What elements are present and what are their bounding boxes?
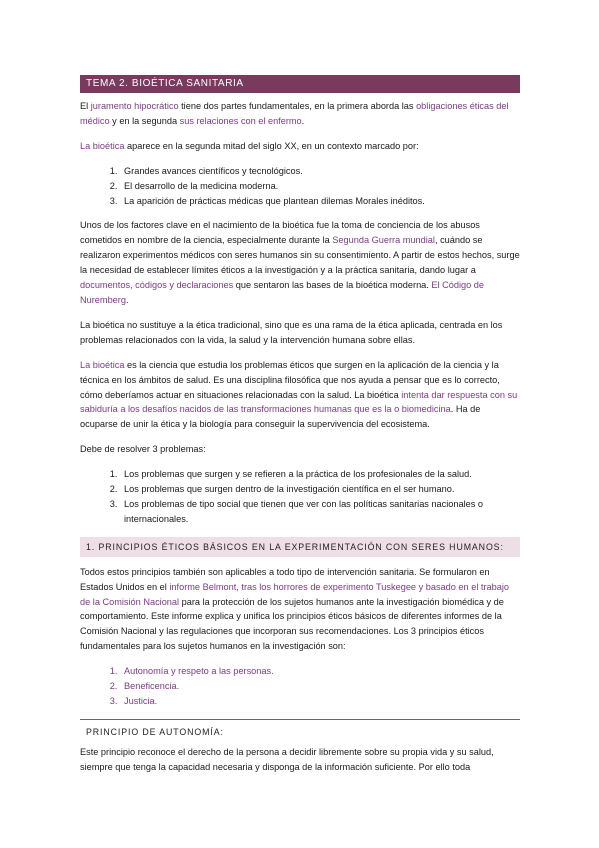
problems-list <box>80 467 520 527</box>
text-run: . <box>125 294 129 305</box>
highlight-term: obligaciones éticas del médico <box>80 101 509 126</box>
text-run: es la ciencia que estudia los problemas éticos que surgen en la aplicación de la ciencia y la técnica en los ámbitos de salud. Es una disciplina filosófica que nos ayuda a pensar que es lo correcto, cómo deberíamos actuar en situaciones relacionadas con la salud. La bioética <box>80 359 500 400</box>
page-title: TEMA 2. BIOÉTICA SANITARIA <box>80 75 520 93</box>
text-run: . Ha de ocuparse de unir la ética y la biología para conseguir la supervivencia del ecosistema. <box>80 404 481 430</box>
highlight-term: intenta dar respuesta con su sabiduría a los desafíos nacidos de las transformaciones humanas que es la o biomedicina <box>80 389 518 415</box>
paragraph-bioethics-definition <box>80 358 520 433</box>
paragraph-hippocratic-oath <box>80 99 520 129</box>
principles-list <box>80 664 520 709</box>
text-run: , cuándo se realizaron experimentos médicos con seres humanos sin su consentimiento. A partir de estos hechos, surge la necesidad de establecer límites éticos a la investigación y a la práctica sanitaria, dando lugar a <box>80 235 520 276</box>
highlight-term: documentos, códigos y declaraciones <box>80 280 234 291</box>
text-run: que sentaron las bases de la bioética moderna. <box>233 280 432 291</box>
list-item: 3. La aparición de prácticas médicas que plantean dilemas Morales inéditos. <box>120 194 520 209</box>
list-item: 1. Grandes avances científicos y tecnológicos. <box>120 164 520 179</box>
list-item: 3. Justicia. <box>120 694 520 709</box>
list-item: 2. Beneficencia. <box>120 679 520 694</box>
list-item: 2. El desarrollo de la medicina moderna. <box>120 179 520 194</box>
text-run: Todos estos principios también son aplicables a todo tipo de intervención sanitaria. Se formularon en Estados Unidos en el <box>80 566 490 592</box>
highlight-term: sus relaciones con el enfermo <box>179 115 302 126</box>
document-page <box>80 75 520 785</box>
paragraph-problems-intro: Debe de resolver 3 problemas: <box>80 444 206 455</box>
paragraph-bioethics-origin <box>80 139 520 154</box>
context-list <box>80 164 520 209</box>
highlight-term: Segunda Guerra mundial <box>332 235 435 246</box>
highlight-term: juramento hipocrático <box>90 101 179 111</box>
list-item: 1. Autonomía y respeto a las personas. <box>120 664 520 679</box>
highlight-term: El Código de Nuremberg <box>80 280 484 305</box>
text-run: El <box>80 101 91 111</box>
paragraph-belmont <box>80 565 520 654</box>
subheading: PRINCIPIO DE AUTONOMÍA: <box>80 719 520 739</box>
text-run: tiene dos partes fundamentales, en la primera aborda las <box>178 101 417 111</box>
paragraph-autonomy: Este principio reconoce el derecho de la persona a decidir libremente sobre su propia vida y su salud, siempre que tenga la capacidad necesaria y disponga de la información suficiente. Por ello toda <box>80 747 494 773</box>
text-run: para la protección de los sujetos humanos ante la investigación biomédica y de comportamiento. Este informe explica y unifica los principios éticos básicos de diferentes informes de la Comisión Nacional y las regulaciones que incorporan sus recomendaciones. Los 3 principios éticos fundamentales para los sujetos humanos en la investigación son: <box>80 596 504 652</box>
text-run: y en la segunda <box>109 115 180 126</box>
list-item: 3. Los problemas de tipo social que tienen que ver con las políticas sanitarias nacionales o internacionales. <box>120 497 520 527</box>
text-run: . <box>301 115 305 126</box>
paragraph-applied-ethics: La bioética no sustituye a la ética tradicional, sino que es una rama de la ética aplicada, centrada en los problemas relacionados con la vida, la salud y la intervención humana sobre ellas. <box>80 319 503 345</box>
text-run: Unos de los factores clave en el nacimiento de la bioética fue la toma de conciencia de los abusos cometidos en nombre de la ciencia, especialmente durante la <box>80 220 480 246</box>
list-item: 2. Los problemas que surgen dentro de la investigación científica en el ser humano. <box>120 482 520 497</box>
section-heading: 1. PRINCIPIOS ÉTICOS BÁSICOS EN LA EXPERIMENTACIÓN CON SERES HUMANOS: <box>80 537 520 557</box>
highlight-term: La bioética <box>80 359 125 370</box>
paragraph-key-factors <box>80 218 520 307</box>
text-run: aparece en la segunda mitad del siglo XX, en un contexto marcado por: <box>124 140 419 151</box>
highlight-term: La bioética <box>80 140 125 151</box>
highlight-term: informe Belmont, tras los horrores de experimento Tuskegee y basado en el trabajo de la Comisión Nacional <box>80 581 509 607</box>
list-item: 1. Los problemas que surgen y se refieren a la práctica de los profesionales de la salud. <box>120 467 520 482</box>
